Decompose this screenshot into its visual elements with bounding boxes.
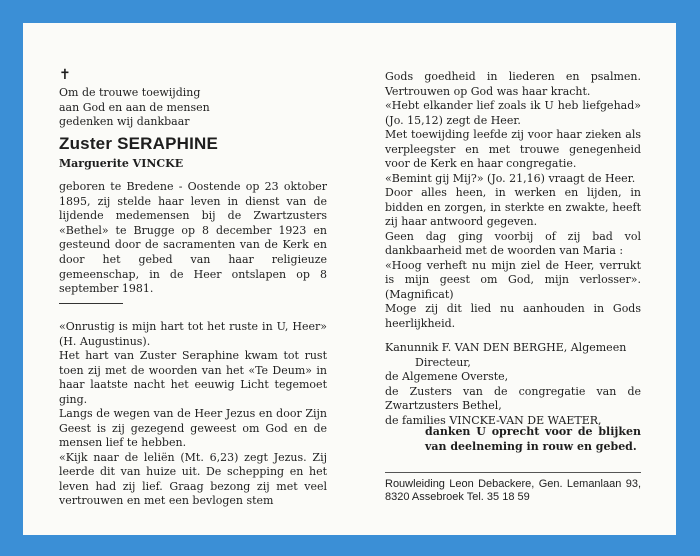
thanks-text: danken U oprecht voor de blijken van deelneming in rouw en gebed. xyxy=(425,425,641,453)
signer-line: de Algemene Overste, xyxy=(385,370,509,383)
funeral-director-footer: Rouwleiding Leon Debackere, Gen. Lemanlaan 93, 8320 Assebroek Tel. 35 18 59 xyxy=(385,478,641,503)
paragraph: «Onrustig is mijn hart tot het ruste in U, Heer» (H. Augustinus). xyxy=(59,320,327,348)
cross-icon: ✝ xyxy=(59,67,71,83)
paragraph: Door alles heen, in werken en lijden, in bidden en zorgen, in sterkte en zwakte, heeft zij haar antwoord gegeven. xyxy=(385,186,641,228)
paragraph: «Hebt elkander lief zoals ik U heb liefgehad» (Jo. 15,12) zegt de Heer. xyxy=(385,99,641,127)
biography: geboren te Bredene - Oostende op 23 oktober 1895, zij stelde haar leven in dienst van de lijdende medemensen bij de Zwartzusters «Bethel» te Brugge op 8 december 1923 en gesteund door de sacramenten van de Kerk en door het gebed van haar religieuze gemeenschap, in de Heer ontslapen op 8 september 1981. xyxy=(59,180,327,296)
signer-line: Kanunnik F. VAN DEN BERGHE, Algemeen xyxy=(385,341,627,354)
paragraph: Gods goedheid in liederen en psalmen. Vertrouwen op God was haar kracht. xyxy=(385,70,641,98)
signer-line: Directeur, xyxy=(415,355,471,369)
paragraph: «Bemint gij Mij?» (Jo. 21,16) vraagt de Heer. xyxy=(385,171,636,185)
intro-line: Om de trouwe toewijding xyxy=(59,86,201,99)
left-text-body xyxy=(59,320,327,509)
memorial-card xyxy=(23,23,676,535)
paragraph: Langs de wegen van de Heer Jezus en door Zijn Geest is zij gezegend geweest om God en de mensen lief te hebben. xyxy=(59,407,327,449)
paragraph: Moge zij dit lied nu aanhouden in Gods heerlijkheid. xyxy=(385,302,641,330)
footer-rule xyxy=(385,472,641,473)
right-text-body xyxy=(385,70,641,331)
intro-text xyxy=(59,86,259,130)
deceased-name: Zuster SERAPHINE xyxy=(59,134,219,153)
intro-line: gedenken wij dankbaar xyxy=(59,115,190,128)
divider xyxy=(59,303,123,304)
signer-line: de Zusters van de congregatie van de Zwartzusters Bethel, xyxy=(385,384,641,412)
paragraph: «Kijk naar de leliën (Mt. 6,23) zegt Jezus. Zij leerde dit van huize uit. De schepping en het leven had zij lief. Graag bezong zij met veel vertrouwen en met een bevlogen stem xyxy=(59,450,327,507)
paragraph: Met toewijding leefde zij voor haar zieken als verpleegster en met trouwe genegenheid voor de Kerk en haar congregatie. xyxy=(385,128,641,170)
deceased-civil-name: Marguerite VINCKE xyxy=(59,157,184,170)
signers-list xyxy=(385,341,641,428)
paragraph: Geen dag ging voorbij of zij bad vol dankbaarheid met de woorden van Maria : xyxy=(385,229,641,257)
signer-line: de families VINCKE-VAN DE WAETER, xyxy=(385,413,602,427)
paragraph: Het hart van Zuster Seraphine kwam tot rust toen zij met de woorden van het «Te Deum» in haar laatste nacht het eeuwig Licht tegemoet ging. xyxy=(59,349,327,406)
paragraph: «Hoog verheft nu mijn ziel de Heer, verrukt is mijn geest om God, mijn verlosser». (Magnificat) xyxy=(385,258,641,301)
intro-line: aan God en aan de mensen xyxy=(59,100,210,114)
